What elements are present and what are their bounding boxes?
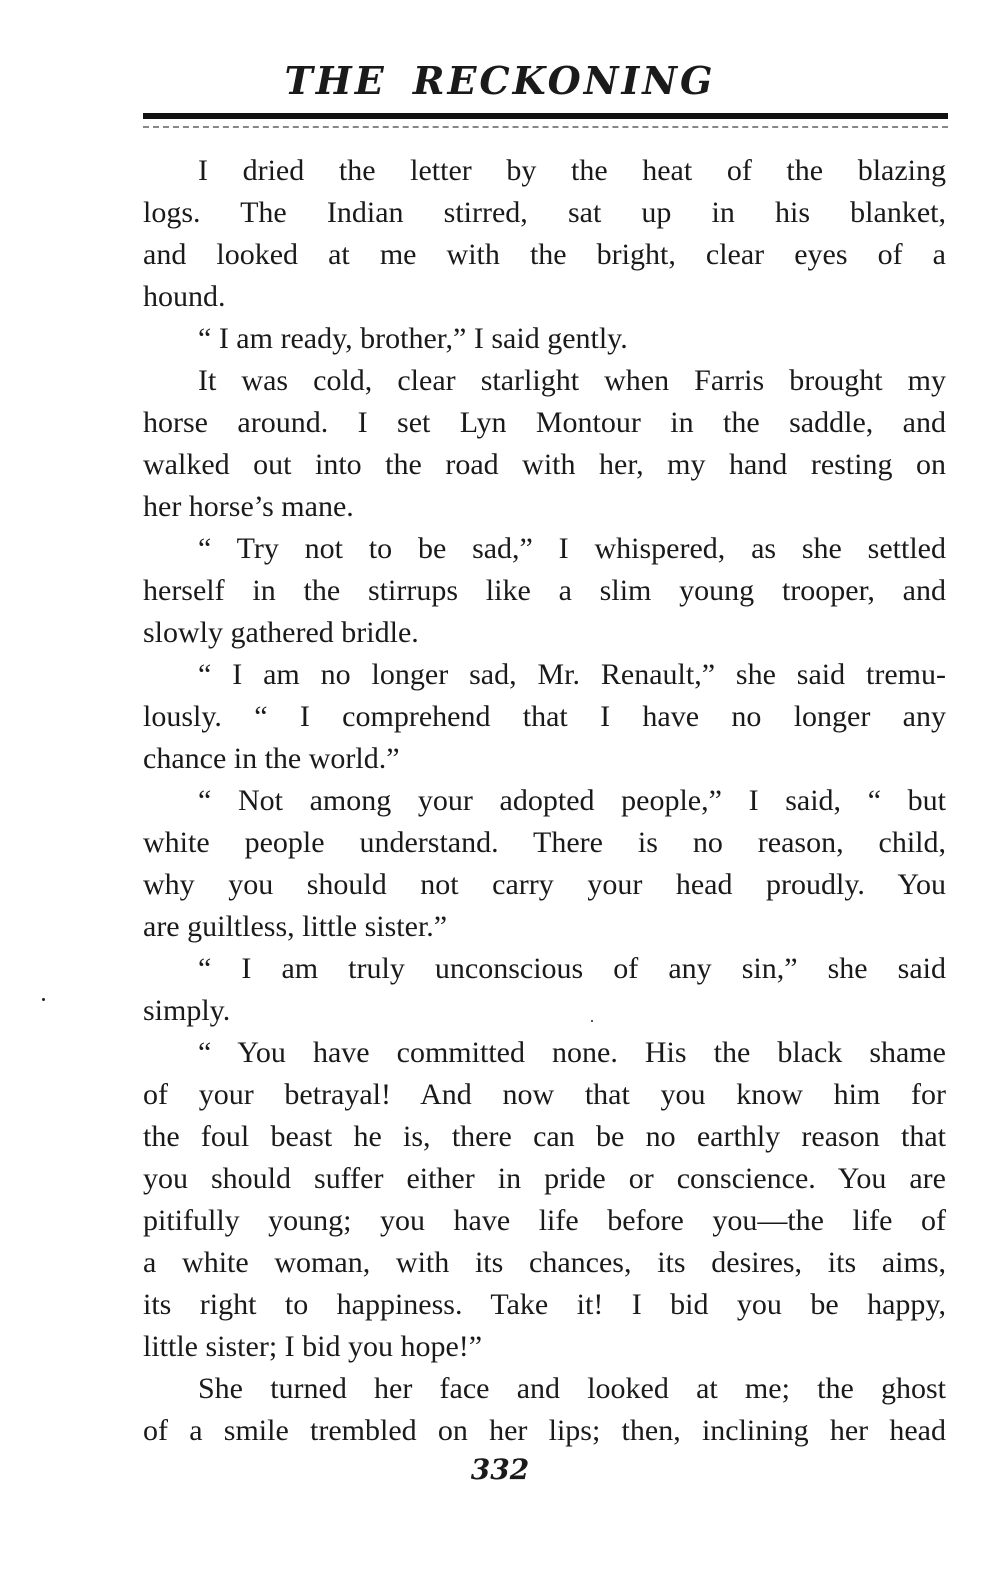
text-line: slowly gathered bridle. <box>143 616 419 649</box>
body-text <box>143 150 946 1452</box>
text-line: pitifully young; you have life before you—the life of <box>143 1204 946 1237</box>
text-line: of your betrayal! And now that you know him for <box>143 1078 946 1111</box>
text-line: “ I am no longer sad, Mr. Renault,” she said tremu- <box>198 658 946 691</box>
page-number: 332 <box>470 1453 530 1486</box>
text-line: the foul beast he is, there can be no earthly reason that <box>143 1120 946 1153</box>
header-rule-thin <box>143 126 948 128</box>
text-line: logs. The Indian stirred, sat up in his blanket, <box>143 196 946 229</box>
text-line: It was cold, clear starlight when Farris brought my <box>198 364 946 397</box>
text-line: walked out into the road with her, my hand resting on <box>143 448 946 481</box>
text-line: a white woman, with its chances, its desires, its aims, <box>143 1246 946 1279</box>
text-line: She turned her face and looked at me; the ghost <box>198 1372 946 1405</box>
text-line: its right to happiness. Take it! I bid you be happy, <box>143 1288 946 1321</box>
text-line: “ You have committed none. His the black shame <box>198 1036 946 1069</box>
text-line: are guiltless, little sister.” <box>143 910 448 943</box>
text-line: simply. <box>143 994 231 1027</box>
text-line: little sister; I bid you hope!” <box>143 1330 483 1363</box>
text-line: “ I am ready, brother,” I said gently. <box>198 322 628 355</box>
text-line: lously. “ I comprehend that I have no longer any <box>143 700 946 733</box>
header-rule-thick <box>143 113 948 119</box>
text-line: chance in the world.” <box>143 742 400 775</box>
print-speck <box>42 998 45 1001</box>
text-line: horse around. I set Lyn Montour in the saddle, and <box>143 406 946 439</box>
text-line: of a smile trembled on her lips; then, inclining her head <box>143 1414 946 1447</box>
text-line: you should suffer either in pride or conscience. You are <box>143 1162 946 1195</box>
print-speck <box>591 1020 593 1022</box>
text-line: why you should not carry your head proudly. You <box>143 868 946 901</box>
text-line: herself in the stirrups like a slim young trooper, and <box>143 574 946 607</box>
text-line: “ Not among your adopted people,” I said, “ but <box>198 784 946 817</box>
running-head-title: THE RECKONING <box>284 58 716 103</box>
text-line: “ I am truly unconscious of any sin,” she said <box>198 952 946 985</box>
text-line: and looked at me with the bright, clear eyes of a <box>143 238 946 271</box>
text-line: white people understand. There is no reason, child, <box>143 826 946 859</box>
text-line: hound. <box>143 280 226 313</box>
text-line: “ Try not to be sad,” I whispered, as she settled <box>198 532 946 565</box>
text-line: her horse’s mane. <box>143 490 354 523</box>
text-line: I dried the letter by the heat of the blazing <box>198 154 946 187</box>
